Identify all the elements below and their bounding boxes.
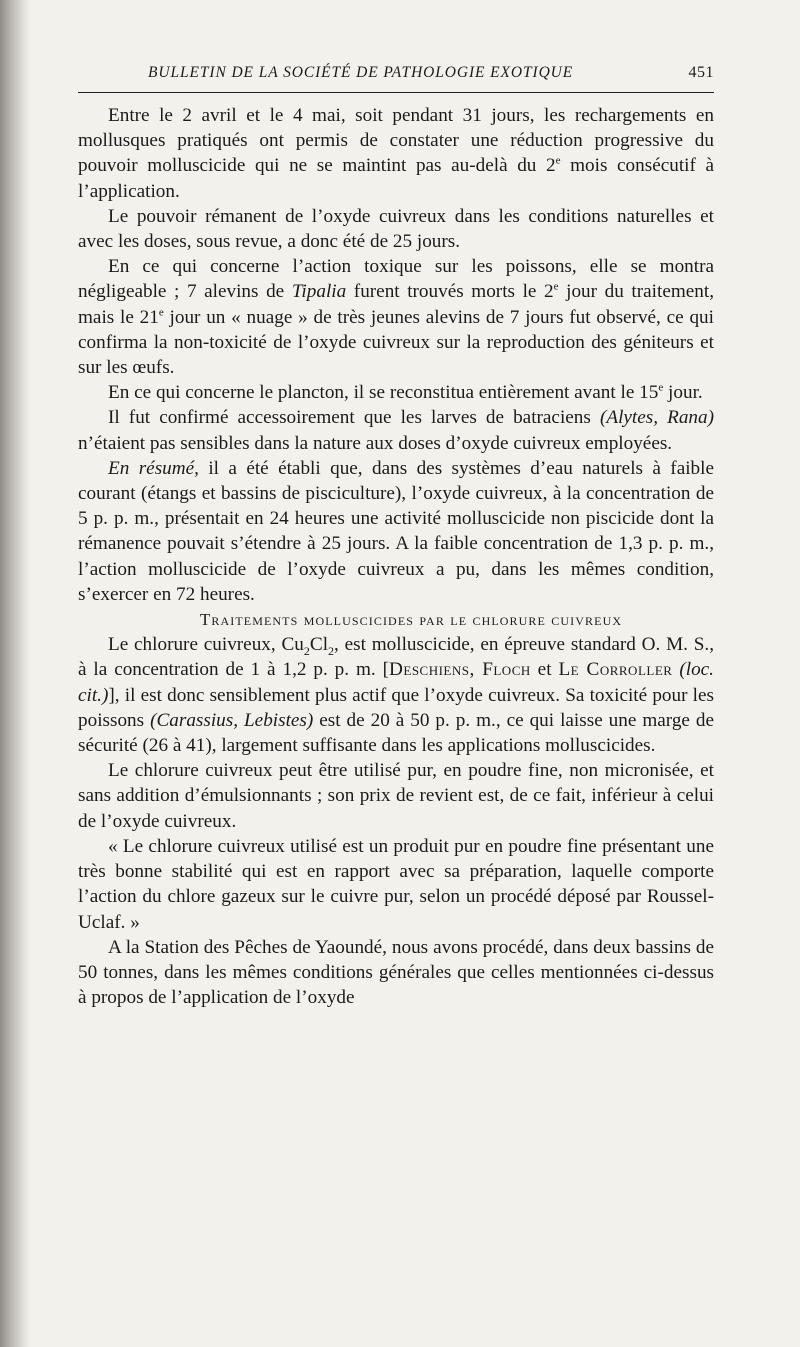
paragraph-pure-powder: Le chlorure cuivreux peut être utilisé pur, en poudre fine, non micronisée, et sans addition d’émulsionnants ; son prix de revient est, de ce fait, inférieur à celui de l’oxyde cuivreux. bbox=[78, 760, 714, 832]
genus-tipalia: Tipalia bbox=[291, 281, 347, 303]
paragraph-remanent-power: Le pouvoir rémanent de l’oxyde cuivreux dans les conditions naturelles et avec les doses, sous revue, a donc été de 25 jours. bbox=[78, 205, 714, 253]
loc-cit: (loc. cit.) bbox=[78, 659, 714, 706]
book-binding-shadow bbox=[0, 0, 30, 1347]
paragraph-summary: En résumé, il a été établi que, dans des systèmes d’eau naturels à faible courant (étangs et bassins de pisciculture), l’oxyde cuivreux, à la concentration de 5 p. p. m., présentait en 24 heures une activité molluscicide non piscicide dont la rémanence pouvait s’étendre à 25 jours. A la faible concentration de 1,3 p. p. m., l’action molluscicide de l’oxyde cuivreux a pu, dans les mêmes condition, s’exercer en 72 heures. bbox=[78, 457, 714, 605]
body-text bbox=[78, 103, 714, 1010]
paragraph-chlorure-cuivreux: Le chlorure cuivreux, $Cu_2Cl_2$, est molluscicide, en épreuve standard O. M. S., à la concentration de 1 à 1,2 p. p. m. [Deschiens, Floch et Le Corroller (loc. cit.)], il est donc sensiblement plus actif que l’oxyde cuivreux. Sa toxicité pour les poissons (Carassius, Lebistes) est de 20 à 50 p. p. m., ce qui laisse une marge de sécurité (26 à 41), largement suffisante dans les applications molluscicides. bbox=[78, 634, 715, 757]
section-heading: Traitements molluscicides par le chlorure cuivreux bbox=[199, 610, 623, 630]
paragraph-remanence-decline: Entre le 2 avril et le 4 mai, soit pendant 31 jours, les rechargements en mollusques pratiqués ont permis de constater une réduction progressive du pouvoir molluscicide qui ne se maintint pas au-delà du 2e mois consécutif à l’application. bbox=[78, 105, 714, 202]
header-rule bbox=[78, 92, 714, 93]
paragraph-quotation: « Le chlorure cuivreux utilisé est un produit pur en poudre fine présentant une très bonne stabilité qui est en rapport avec sa préparation, laquelle comporte l’action du chlore gazeux sur le cuivre pur, selon un procédé déposé par Roussel-Uclaf. » bbox=[78, 835, 714, 933]
author-citation: Deschiens, Floch bbox=[389, 659, 531, 681]
summary-lead: En résumé, bbox=[108, 457, 199, 479]
page-number: 451 bbox=[688, 64, 714, 81]
paragraph-batrachian-larvae: Il fut confirmé accessoirement que les larves de batraciens (Alytes, Rana) n’étaient pas sensibles dans la nature aux doses d’oxyde cuivreux employées. bbox=[78, 407, 714, 454]
author-citation: Le Corroller bbox=[558, 659, 673, 681]
paragraph-plankton: En ce qui concerne le plancton, il se reconstitua entièrement avant le 15e jour. bbox=[108, 381, 703, 404]
species-carassius-lebistes: (Carassius, Lebistes) bbox=[150, 709, 314, 731]
journal-page bbox=[78, 56, 714, 1010]
running-head bbox=[78, 56, 714, 86]
paragraph-yaounde-station: A la Station des Pêches de Yaoundé, nous avons procédé, dans deux bassins de 50 tonnes, dans les mêmes conditions générales que celles mentionnées ci-dessus à propos de l’application de l’oxyde bbox=[78, 936, 714, 1009]
genera-alytes-rana: (Alytes, Rana) bbox=[599, 407, 714, 429]
paragraph-fish-toxicity: En ce qui concerne l’action toxique sur les poissons, elle se montra négligeable ; 7 alevins de Tipalia furent trouvés morts le 2e jour du traitement, mais le 21e jour un « nuage » de très jeunes alevins de 7 jours fut observé, ce qui confirma la non-toxicité de l’oxyde cuivreux sur la reproduction des géniteurs et sur les œufs. bbox=[78, 256, 714, 379]
running-title: BULLETIN DE LA SOCIÉTÉ DE PATHOLOGIE EXOTIQUE bbox=[148, 64, 574, 81]
